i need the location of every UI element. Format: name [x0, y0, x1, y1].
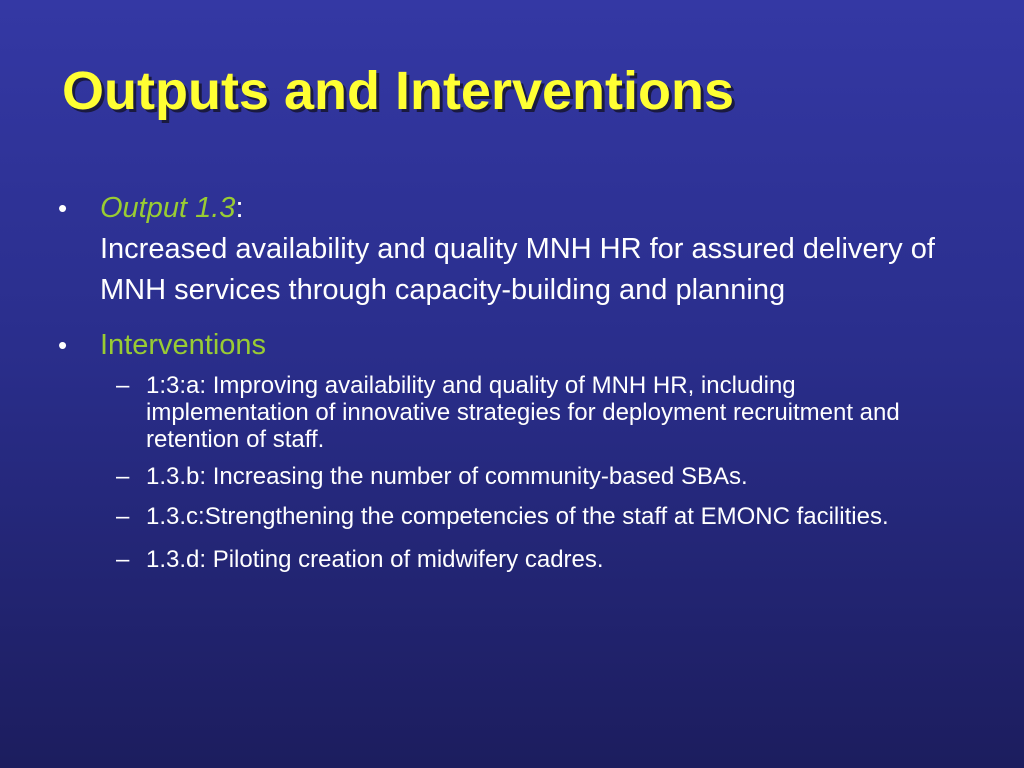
slide-content: [58, 188, 958, 586]
dash-marker: –: [116, 503, 130, 530]
output-description: Increased availability and quality MNH HR for assured delivery of MNH services through capacity-building and planning: [100, 233, 935, 306]
slide-title: Outputs and Interventions: [62, 61, 735, 121]
bullet-marker: •: [58, 330, 68, 360]
intervention-item: [116, 463, 958, 490]
bullet-output: [58, 188, 958, 311]
bullet-interventions: [58, 325, 958, 366]
dash-marker: –: [116, 372, 130, 399]
output-heading-colon: :: [235, 192, 244, 224]
interventions-heading: Interventions: [100, 329, 267, 361]
intervention-item: [116, 500, 958, 533]
intervention-text: 1.3.b: Increasing the number of community-based SBAs.: [146, 463, 748, 490]
intervention-text: 1:3:a: Improving availability and quality of MNH HR, including implementation of innovative strategies for deployment recruitment and retention of staff.: [146, 372, 900, 453]
intervention-item: [116, 543, 958, 576]
interventions-list: [58, 372, 958, 576]
output-heading: Output 1.3: [100, 192, 236, 224]
bullet-marker: •: [58, 193, 68, 223]
dash-marker: –: [116, 463, 130, 490]
intervention-item: [116, 372, 958, 453]
intervention-text: 1.3.c:Strengthening the competencies of the staff at EMONC facilities.: [146, 503, 889, 530]
dash-marker: –: [116, 546, 130, 573]
intervention-text: 1.3.d: Piloting creation of midwifery cadres.: [146, 546, 604, 573]
